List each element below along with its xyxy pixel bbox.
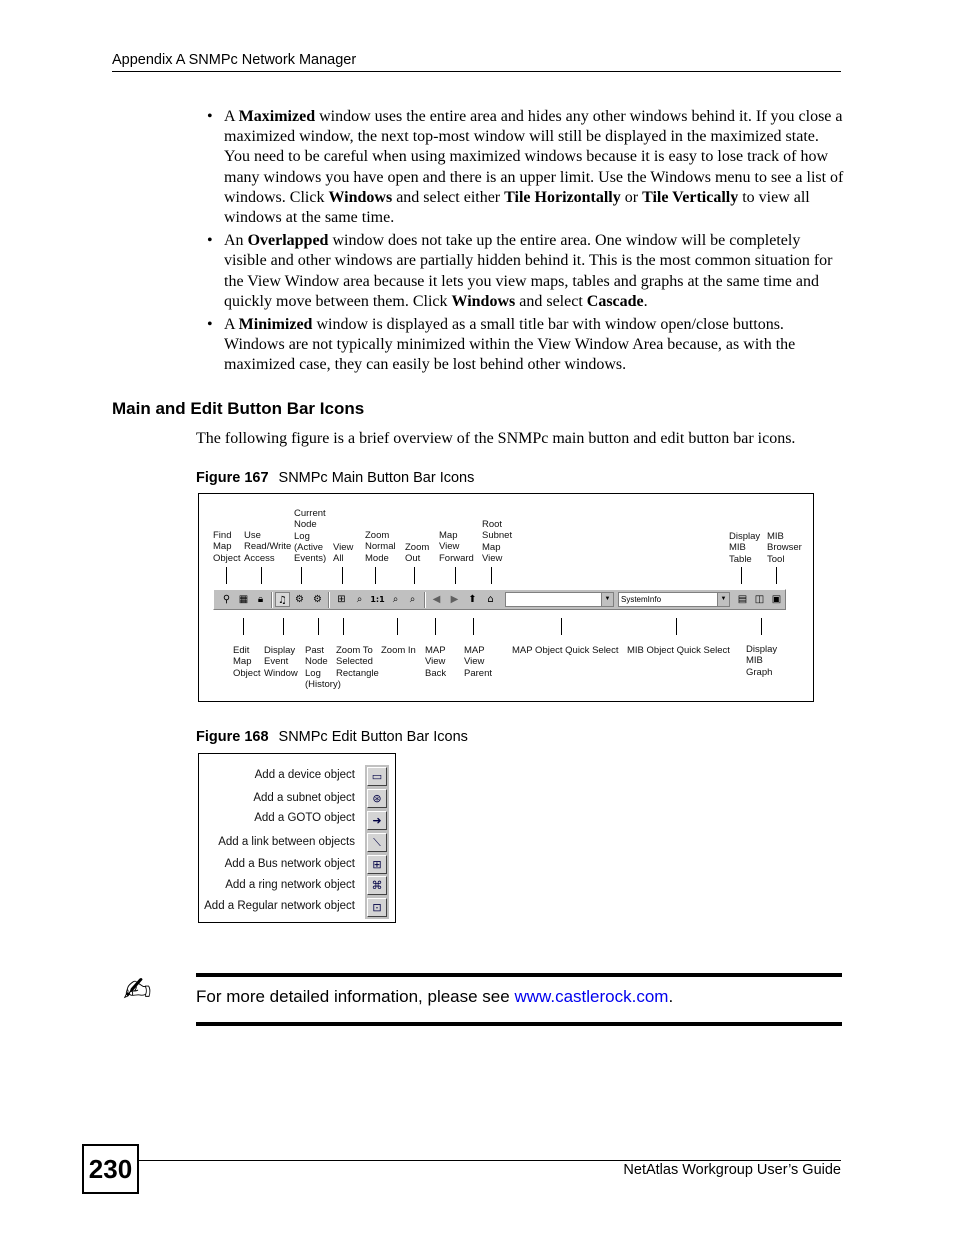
label-add-regular-network: Add a Regular network object — [204, 900, 355, 912]
lock-icon[interactable]: 🔒︎ — [257, 594, 264, 605]
folder-up-icon[interactable]: ⬆ — [468, 594, 477, 605]
pointer-line — [455, 567, 456, 584]
bullet-overlapped — [205, 231, 845, 312]
link-icon[interactable]: ⟍ — [367, 833, 387, 852]
pointer-line — [741, 567, 742, 584]
pointer-line — [397, 618, 398, 635]
mib-graph-icon[interactable]: ◫ — [754, 594, 765, 605]
bullet-maximized — [205, 107, 845, 228]
bold-term: Cascade — [586, 292, 644, 310]
label-map-view-forward: Map View Forward — [439, 530, 474, 564]
toolbar-separator — [328, 592, 330, 608]
pointer-line — [776, 567, 777, 584]
pointer-line — [343, 618, 344, 635]
label-current-node-log: Current Node Log (Active Events) — [294, 508, 327, 565]
label-display-mib-graph: Display MIB Graph — [746, 644, 778, 678]
footer-rule — [139, 1160, 841, 1161]
pointer-line — [243, 618, 244, 635]
label-zoom-in: Zoom In — [381, 645, 416, 656]
ring-network-icon[interactable]: ⌘ — [367, 876, 387, 895]
note-pen-icon: ✍ — [123, 970, 152, 1010]
text-run: and select — [515, 292, 587, 310]
zoom-rectangle-icon[interactable]: ⌕ — [356, 594, 363, 605]
label-zoom-normal-mode: Zoom Normal Mode — [365, 530, 396, 564]
bell-icon[interactable]: ♫ — [275, 592, 290, 607]
node-log-icon[interactable]: ⚙ — [295, 594, 304, 605]
pointer-line — [283, 618, 284, 635]
intro-paragraph: The following figure is a brief overview of the SNMPc main button and edit button bar icons. — [196, 430, 796, 447]
pointer-line — [473, 618, 474, 635]
label-display-event-window: Display Event Window — [264, 645, 298, 679]
label-past-node-log: Past Node Log (History) — [305, 645, 341, 690]
note-bottom-rule — [196, 1022, 842, 1026]
label-zoom-out: Zoom Out — [405, 542, 430, 565]
regular-network-icon[interactable]: ⊡ — [367, 898, 387, 917]
note-top-rule — [196, 973, 842, 977]
view-all-icon[interactable]: ⊞ — [337, 594, 346, 605]
text-run: window uses the entire area and hides any other windows behind it. If you close a maximized window, the next top-most window will still be displayed in the maximized state. You need to be careful when using maximized windows because it is easy to lose track of how many windows you have open and there is an upper limit. Use the Windows menu to see a list of windows. Click — [224, 108, 844, 206]
mib-object-quick-select[interactable] — [618, 592, 730, 607]
subnet-icon[interactable]: ⊛ — [367, 789, 387, 808]
label-read-write-access: Use Read/Write Access — [244, 530, 292, 564]
home-icon[interactable]: ⌂ — [487, 594, 494, 605]
label-map-object-quick-select: MAP Object Quick Select — [512, 645, 619, 656]
goto-icon[interactable]: ➜ — [367, 811, 387, 830]
bold-term: Minimized — [238, 316, 313, 334]
binoculars-icon[interactable]: ⚲ — [222, 594, 231, 605]
section-heading: Main and Edit Button Bar Icons — [112, 399, 365, 418]
arrow-left-icon[interactable]: ◀ — [432, 594, 441, 605]
combo-value: SystemInfo — [621, 595, 662, 604]
castlerock-link[interactable]: www.castlerock.com — [514, 987, 669, 1006]
label-view-all: View All — [333, 542, 354, 565]
window-state-list — [205, 107, 845, 379]
figure-title: SNMPc Main Button Bar Icons — [278, 470, 475, 486]
label-add-device: Add a device object — [254, 769, 355, 781]
bold-term: Tile Vertically — [642, 188, 739, 206]
bullet-text — [224, 108, 843, 226]
text-run: . — [643, 292, 648, 310]
bullet-text — [224, 316, 795, 373]
pointer-line — [318, 618, 319, 635]
map-object-quick-select[interactable] — [505, 592, 614, 607]
main-button-bar — [213, 589, 786, 610]
bus-network-icon[interactable]: ⊞ — [367, 855, 387, 874]
text-run: window does not take up the entire area. One window will be completely visible and other windows are partially hidden behind it. This is the most common situation for the View Window area because it lets you view maps, tables and graphs at the same time and quickly move between them. Click — [224, 232, 833, 310]
text-run: and select either — [392, 188, 505, 206]
pointer-line — [561, 618, 562, 635]
text-run: window is displayed as a small title bar with window open/close buttons. Windows are not typically minimized within the View Window Area because, as with the maximized case, they can easily be lost behind other windows. — [224, 316, 796, 374]
label-add-subnet: Add a subnet object — [253, 792, 355, 804]
text-run: to view all windows at the same time. — [224, 188, 810, 227]
label-zoom-to-selected-rectangle: Zoom To Selected Rectangle — [336, 645, 379, 679]
note-prefix: For more detailed information, please see — [196, 987, 515, 1006]
figure-number: Figure 168 — [196, 729, 269, 745]
zoom-in-icon[interactable]: ⌕ — [392, 594, 399, 605]
bold-term: Windows — [451, 292, 516, 310]
label-add-link: Add a link between objects — [218, 836, 355, 848]
bullet-text — [224, 232, 833, 310]
toolbar-separator — [271, 592, 273, 608]
page-number: 230 — [82, 1144, 139, 1194]
header-rule — [112, 71, 841, 72]
zoom-normal-icon[interactable]: 1:1 — [370, 595, 385, 604]
pointer-line — [414, 567, 415, 584]
text-run: A — [224, 316, 239, 334]
bold-term: Overlapped — [247, 232, 329, 250]
edit-object-icon[interactable]: ▦ — [238, 594, 249, 605]
pointer-line — [761, 618, 762, 635]
text-run: A — [224, 108, 239, 125]
edit-button-bar — [365, 765, 389, 919]
bold-term: Windows — [328, 188, 393, 206]
device-icon[interactable]: ▭ — [367, 767, 387, 786]
chevron-down-icon[interactable]: ▼ — [717, 593, 729, 606]
chevron-down-icon[interactable]: ▼ — [601, 593, 613, 606]
figure-167-caption — [196, 470, 474, 486]
mib-browser-icon[interactable]: ▣ — [771, 594, 782, 605]
label-add-ring-network: Add a ring network object — [225, 879, 355, 891]
arrow-right-icon[interactable]: ▶ — [450, 594, 459, 605]
pointer-line — [261, 567, 262, 584]
bullet-minimized — [205, 315, 845, 376]
label-mib-browser-tool: MIB Browser Tool — [767, 531, 802, 565]
text-run: An — [224, 232, 248, 250]
figure-number: Figure 167 — [196, 470, 269, 486]
pointer-line — [375, 567, 376, 584]
label-map-view-parent: MAP View Parent — [464, 645, 492, 679]
toolbar-separator — [424, 592, 426, 608]
zoom-out-icon[interactable]: ⌕ — [409, 594, 416, 605]
label-add-goto: Add a GOTO object — [254, 812, 355, 824]
label-map-view-back: MAP View Back — [425, 645, 447, 679]
bold-term: Maximized — [238, 108, 316, 125]
pointer-line — [301, 567, 302, 584]
label-mib-object-quick-select: MIB Object Quick Select — [627, 645, 730, 656]
note-suffix: . — [668, 987, 674, 1006]
label-root-subnet-map-view: Root Subnet Map View — [482, 519, 513, 564]
text-run: or — [620, 188, 643, 206]
pointer-line — [342, 567, 343, 584]
figure-title: SNMPc Edit Button Bar Icons — [278, 729, 468, 745]
bold-term: Tile Horizontally — [504, 188, 621, 206]
label-find-map-object: Find Map Object — [213, 530, 241, 564]
label-add-bus-network: Add a Bus network object — [224, 858, 355, 870]
pointer-line — [226, 567, 227, 584]
label-edit-map-object: Edit Map Object — [233, 645, 261, 679]
running-header: Appendix A SNMPc Network Manager — [112, 52, 357, 68]
pointer-line — [676, 618, 677, 635]
pointer-line — [491, 567, 492, 584]
history-log-icon[interactable]: ⚙ — [313, 594, 322, 605]
edit-button-bar-figure — [198, 753, 396, 923]
label-display-mib-table: Display MIB Table — [729, 531, 761, 565]
main-button-bar-figure — [198, 493, 814, 702]
mib-table-icon[interactable]: ▤ — [737, 594, 748, 605]
figure-168-caption — [196, 729, 468, 745]
pointer-line — [435, 618, 436, 635]
note-text — [196, 987, 673, 1007]
guide-title: NetAtlas Workgroup User’s Guide — [623, 1162, 841, 1178]
